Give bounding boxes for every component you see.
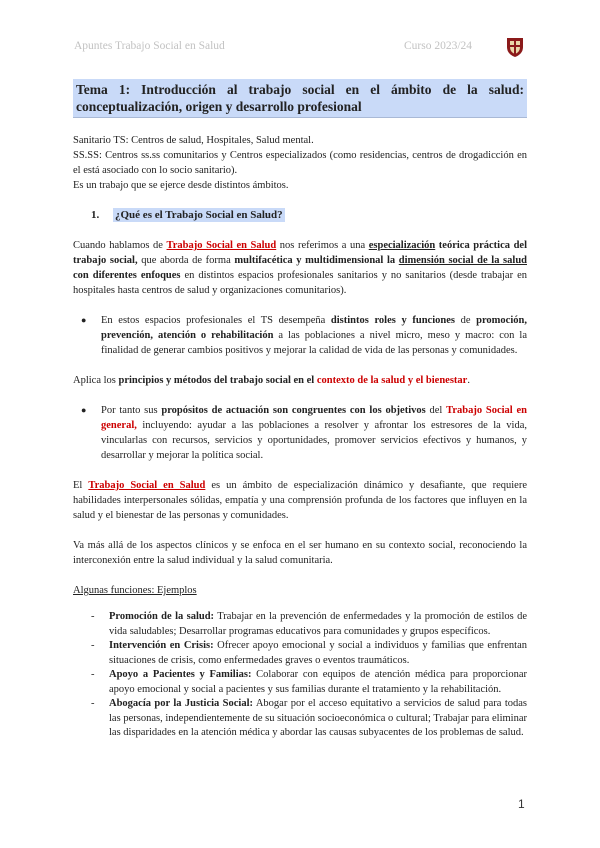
paragraph-principles: [73, 373, 527, 388]
text-run: nos referimos a una: [276, 240, 369, 251]
intro-line-sanitario: Sanitario TS: Centros de salud, Hospitales, Salud mental.: [73, 135, 314, 146]
paragraph-beyond-clinical: Va más allá de los aspectos clínicos y se enfoca en el ser humano en su contexto social, reconociendo la interconexión entre la salud individual y la salud comunitaria.: [73, 540, 527, 566]
function-term: Abogacía por la Justicia Social:: [109, 698, 254, 709]
page-number: 1: [518, 797, 525, 811]
bold-run: con diferentes enfoques: [73, 270, 181, 281]
bold-run: propósitos de actuación son congruentes con los objetivos: [161, 405, 426, 416]
text-run: a las poblaciones a nivel micro, meso y macro: con la finalidad de generar cambios positivos y mejorar la calidad de vida de las personas y comunidades.: [101, 330, 527, 356]
highlight-run: Trabajo Social en general,: [101, 405, 527, 431]
bold-run: multifacética y multidimensional la: [234, 255, 399, 266]
text-run: El: [73, 480, 89, 491]
function-term: Intervención en Crisis:: [109, 640, 214, 651]
section-number: 1.: [91, 209, 100, 221]
highlight-run: Trabajo Social en Salud: [88, 480, 206, 491]
bullet-dot-icon: ●: [81, 405, 87, 415]
text-run: de: [454, 315, 477, 326]
dash-marker: -: [91, 611, 95, 622]
function-text: [109, 639, 527, 668]
bold-run: principios y métodos del trabajo social en el: [118, 375, 317, 386]
function-description: Ofrecer apoyo emocional y social a individuos y familias que enfrentan situaciones de crisis, como enfermedades graves o eventos traumáticos.: [109, 640, 527, 666]
function-term: Apoyo a Pacientes y Familias:: [109, 669, 252, 680]
bullet-item: [81, 313, 527, 358]
dash-marker: -: [91, 640, 95, 651]
dash-marker: -: [91, 698, 95, 709]
text-run: Por tanto sus: [101, 405, 162, 416]
intro-line-ssss: SS.SS: Centros ss.ss comunitarios y Centros especializados (como residencias, centros de drogadicción en el está asociado con lo socio sanitario).: [73, 150, 527, 176]
text-run: En estos espacios profesionales el TS desempeña: [101, 315, 331, 326]
dash-marker: -: [91, 669, 95, 680]
bullet-dot-icon: ●: [81, 315, 87, 325]
function-description: Colaborar con equipos de atención médica para proporcionar apoyo emocional y social a pacientes y sus familias durante el tratamiento y la rehabilitación.: [109, 669, 527, 695]
bold-run: promoción, prevención, atención o rehabilitación: [101, 315, 527, 341]
text-run: es un ámbito de especialización dinámico y desafiante, que requiere habilidades interpersonales sólidas, empatía y una comprensión profunda de los factores que influyen en la salud y el bienestar de las personas y comunidades.: [73, 480, 527, 521]
section-heading: [91, 207, 527, 223]
bold-run: especialización: [368, 240, 436, 251]
functions-heading: Algunas funciones: Ejemplos: [73, 585, 197, 596]
intro-line-ambitos: Es un trabajo que se ejerce desde distintos ámbitos.: [73, 180, 289, 191]
page-header: [74, 36, 526, 58]
topic-title: Tema 1: Introducción al trabajo social en el ámbito de la salud: conceptualización, origen y desarrollo profesional: [73, 79, 527, 118]
highlight-run: Trabajo Social en Salud: [166, 240, 277, 251]
bold-run: dimensión social de la salud: [398, 255, 527, 266]
highlight-run: contexto de la salud y el bienestar: [316, 375, 468, 386]
function-item: [91, 610, 527, 639]
text-run: que aborda de forma: [137, 255, 235, 266]
paragraph-dynamic-field: [73, 478, 527, 523]
document-page: [73, 79, 527, 741]
function-item: [91, 639, 527, 668]
bullet-text: [101, 313, 527, 358]
text-run: del: [425, 405, 447, 416]
function-description: Abogar por el acceso equitativo a servicios de salud para todas las personas, independientemente de su situación socioeconómica o cultural; Trabajar para eliminar las disparidades en la atención médica y abordar las causas subyacentes de los problemas de salud.: [109, 698, 527, 738]
function-term: Promoción de la salud:: [109, 611, 215, 622]
intro-block: [73, 133, 527, 193]
function-text: [109, 697, 527, 741]
university-crest-icon: [504, 36, 526, 58]
bullet-text: [101, 403, 527, 463]
header-course-title: Apuntes Trabajo Social en Salud: [74, 40, 225, 52]
bold-run: distintos roles y funciones: [330, 315, 455, 326]
function-item: [91, 668, 527, 697]
function-text: [109, 668, 527, 697]
functions-list: [73, 610, 527, 741]
function-text: [109, 610, 527, 639]
bullet-item: [81, 403, 527, 463]
text-run: .: [467, 375, 470, 386]
text-run: Cuando hablamos de: [73, 240, 167, 251]
header-course-year: Curso 2023/24: [404, 40, 473, 52]
text-run: Aplica los: [73, 375, 119, 386]
paragraph-definition: [73, 238, 527, 298]
section-title: ¿Qué es el Trabajo Social en Salud?: [115, 209, 283, 221]
bold-run: teórica práctica del trabajo social,: [73, 240, 527, 266]
function-item: [91, 697, 527, 741]
function-description: Trabajar en la prevención de enfermedades y la promoción de estilos de vida saludables; Desarrollar programas educativos para comunidades y grupos específicos.: [109, 611, 527, 637]
text-run: en distintos espacios profesionales sanitarios y no sanitarios (desde trabajar en hospitales hasta centros de salud y organizaciones comunitarios).: [73, 270, 527, 296]
text-run: incluyendo: ayudar a las poblaciones a resolver y afrontar los estresores de la vida, vincularlas con recursos, servicios y oportunidades, promover servicios efectivos y humanos, y desarrollar y mejorar la política social.: [101, 420, 527, 461]
